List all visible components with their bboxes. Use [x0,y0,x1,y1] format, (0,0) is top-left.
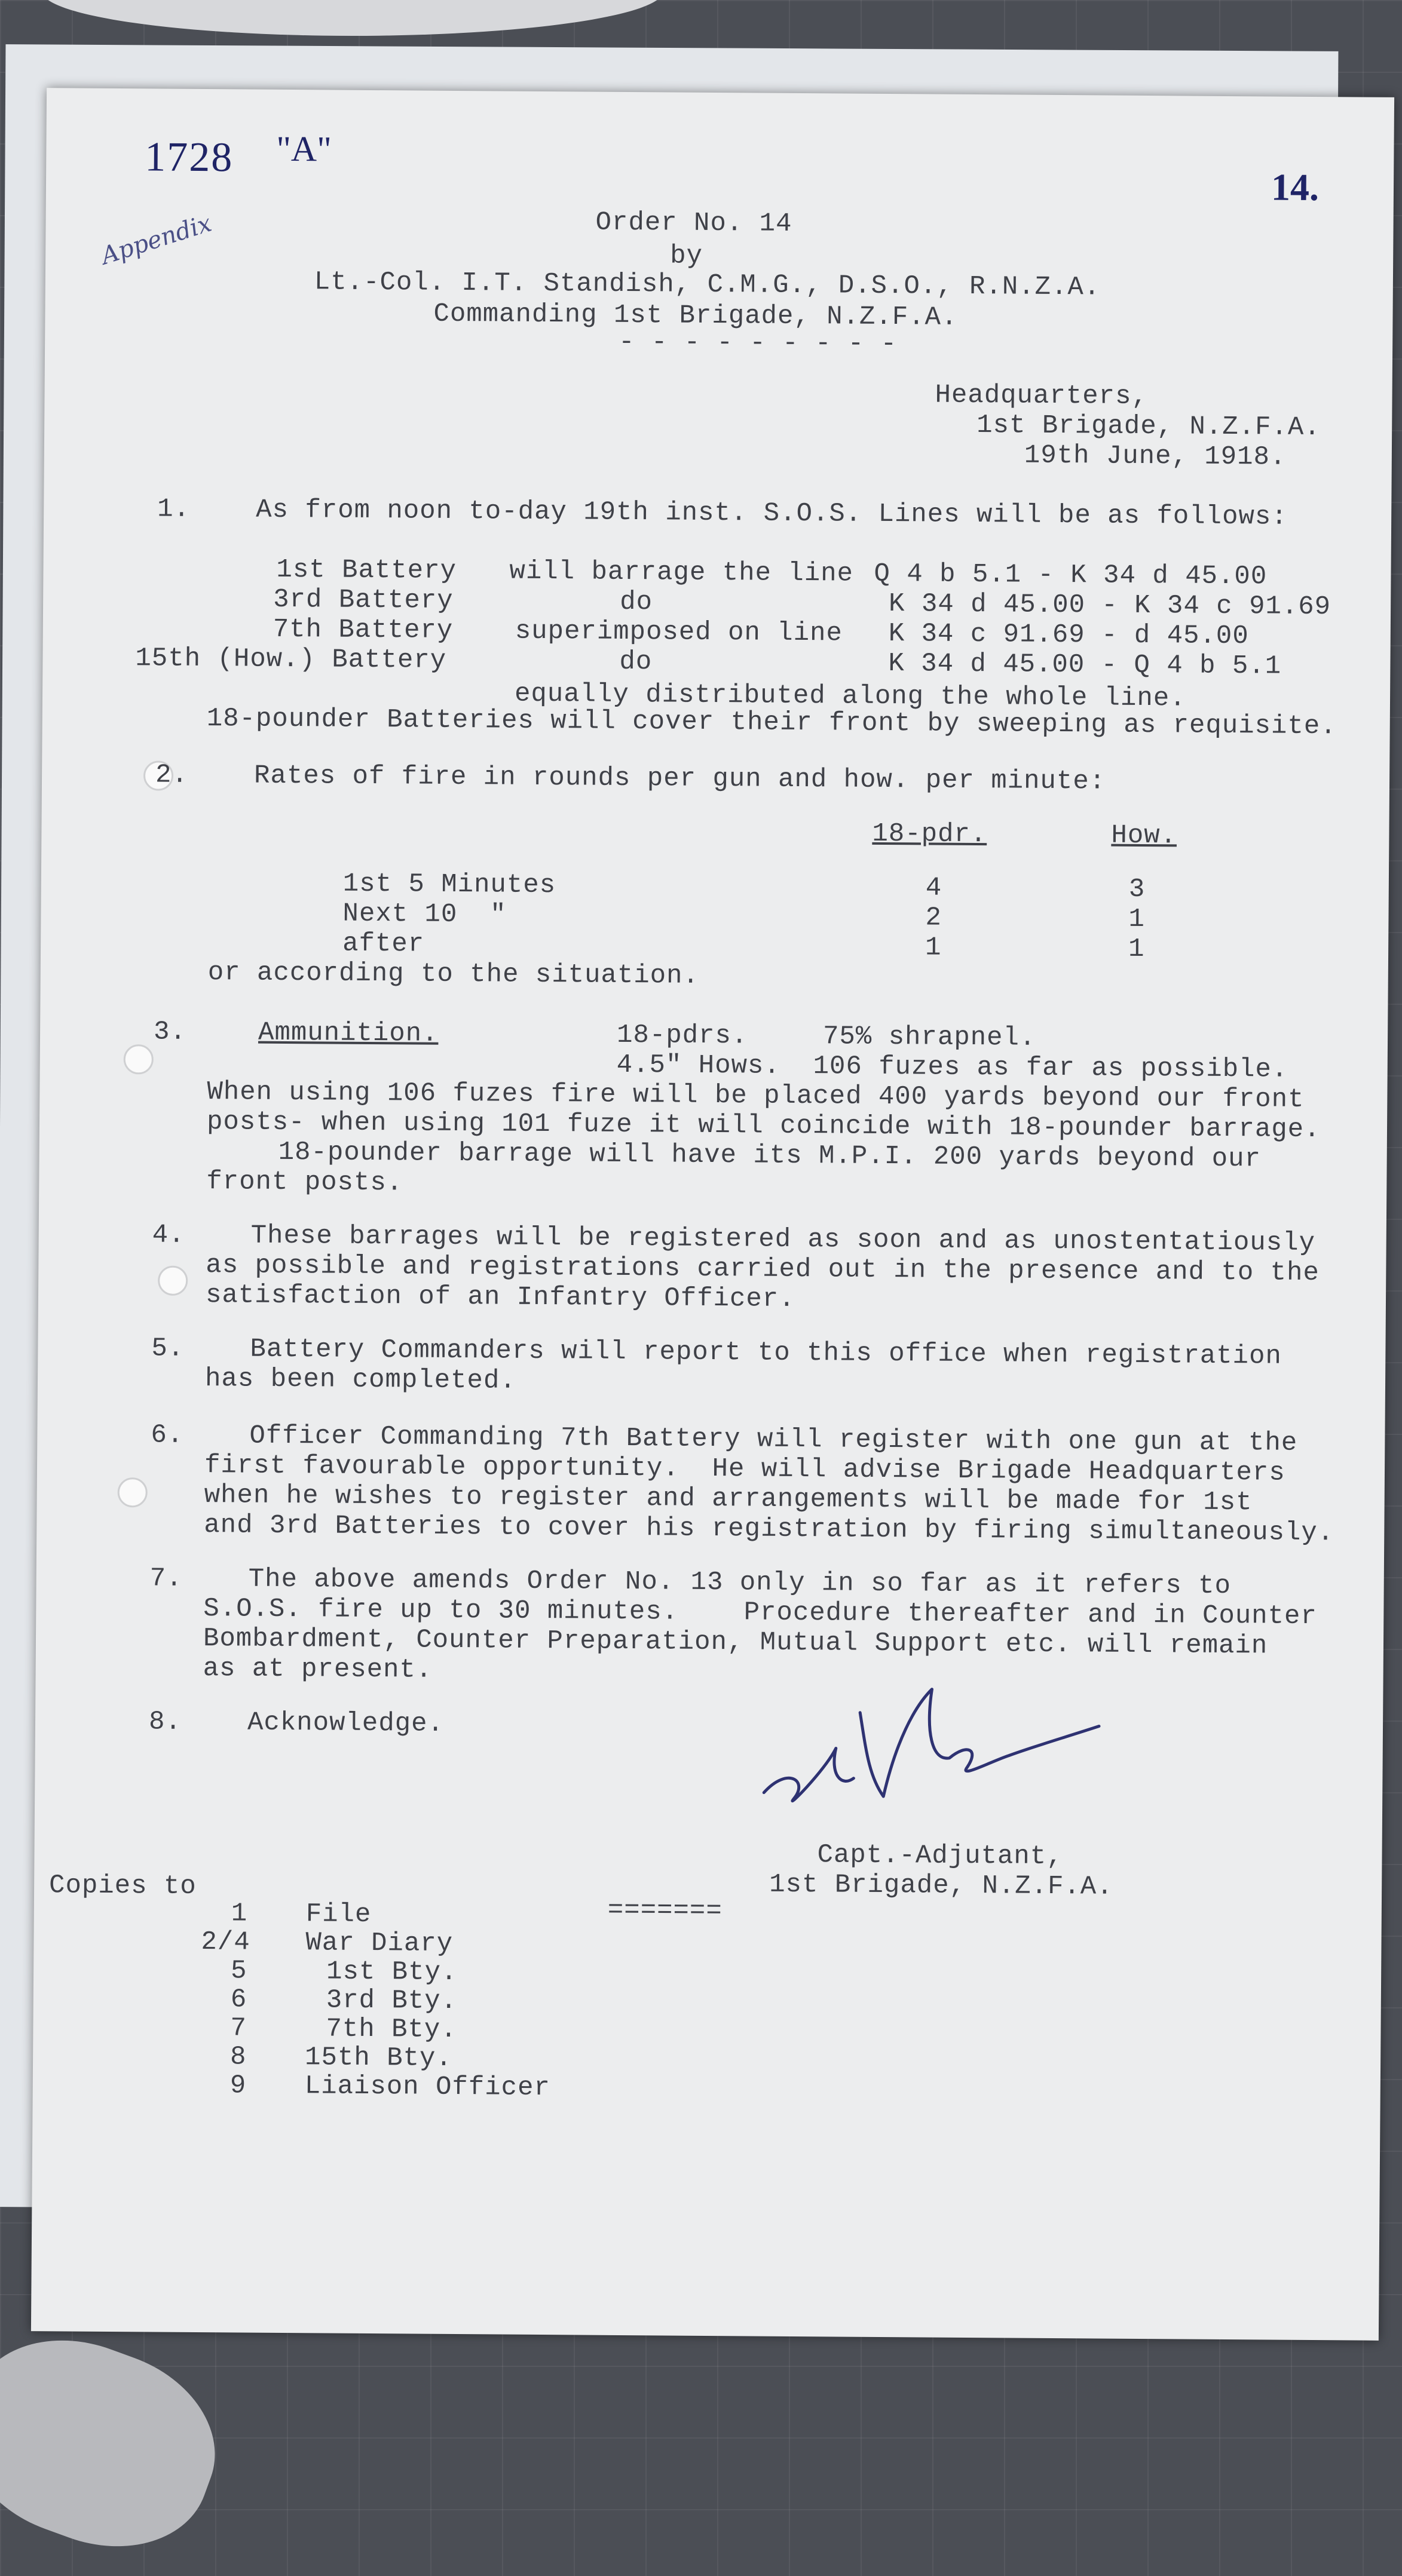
reference-number: 1728 [145,134,234,181]
copy-number: 9 [229,2071,247,2101]
para-1-number: 1. [157,494,191,525]
para-2-text: Rates of fire in rounds per gun and how. per minute: [253,760,1106,797]
sos-row-action: will barrage the line [509,556,854,589]
ammo-shrapnel: 75% shrapnel. [822,1022,1036,1053]
copies-heading: Copies to [48,1870,197,1902]
para-2-after: or according to the situation. [207,958,700,991]
sos-row-line: K 34 d 45.00 - Q 4 b 5.1 [888,649,1282,682]
para-3-line: posts- when using 101 fuze it will coincide with 18-pounder barrage. [206,1107,1321,1145]
para-3-number: 3. [153,1017,187,1047]
sos-row-line: Q 4 b 5.1 - K 34 d 45.00 [874,559,1268,592]
para-5-line: Battery Commanders will report to this office when registration [250,1334,1282,1372]
fire-rate-label: Next 10 " [342,898,507,930]
signatory-title: Capt.-Adjutant, [817,1840,1063,1872]
punch-hole [158,1266,188,1296]
sos-row-unit: 7th Battery [273,614,454,646]
fire-rate-label: 1st 5 Minutes [342,869,556,901]
para-7-line: as at present. [203,1654,433,1685]
copy-number: 6 [230,1985,247,2015]
para-5-line: has been completed. [204,1364,516,1396]
sos-row-line: K 34 c 91.69 - d 45.00 [888,619,1249,652]
reference-suffix: "A" [276,128,332,169]
sos-row-unit: 15th (How.) Battery [135,643,447,676]
copy-number: 7 [230,2013,247,2044]
fabric-cushion [0,2311,240,2576]
header-brigade: 1st Brigade, N.Z.F.A. [976,410,1321,443]
para-3-line: 18-pounder barrage will have its M.P.I. 200 yards beyond our [278,1137,1262,1174]
order-by: by [670,241,703,271]
para-2-number: 2. [155,760,189,790]
header-date: 19th June, 1918. [1024,440,1287,473]
para-6-line: and 3rd Batteries to cover his registration by firing simultaneously. [204,1510,1334,1548]
para-1-text: As from noon to-day 19th inst. S.O.S. Lines will be as follows: [256,495,1288,532]
fire-rate-col-pdr: 18-pdr. [872,818,987,850]
copy-recipient: War Diary [305,1928,454,1959]
para-6-line: when he wishes to register and arrangements will be made for 1st [204,1480,1253,1518]
header-headquarters: Headquarters, [935,380,1149,412]
para-7-line: The above amends Order No. 13 only in so far as it refers to [248,1564,1232,1602]
para-3-line: front posts. [206,1167,403,1198]
copies-divider: ======= [607,1895,723,1927]
para-6-line: Officer Commanding 7th Battery will register with one gun at the [249,1421,1298,1458]
para-1-sweep-note: 18-pounder Batteries will cover their front by sweeping as requisite. [206,704,1337,742]
signature [752,1676,1124,1816]
para-8-number: 8. [148,1707,182,1737]
fire-rate-how: 1 [1128,934,1145,965]
para-4-number: 4. [152,1220,185,1250]
copy-number: 2/4 [201,1927,250,1958]
para-8-text: Acknowledge. [247,1707,445,1739]
copy-recipient: 7th Bty. [326,2014,457,2046]
sos-row-action: do [619,646,653,677]
ammo-18pdr: 18-pdrs. [616,1020,748,1051]
order-document [31,88,1394,2341]
para-7-line: S.O.S. fire up to 30 minutes. Procedure thereafter and in Counter [203,1594,1317,1632]
fire-rate-col-how: How. [1111,820,1177,851]
title-divider: - - - - - - - - - [619,327,898,360]
fabric-cushion [42,0,663,36]
copy-recipient: 1st Bty. [326,1956,458,1988]
copy-recipient: Liaison Officer [304,2071,551,2103]
ammo-hows: 4.5" Hows. 106 fuzes as far as possible. [616,1050,1288,1085]
para-7-line: Bombardment, Counter Preparation, Mutual Support etc. will remain [203,1624,1268,1661]
fire-rate-label: after [342,928,425,959]
order-author: Lt.-Col. I.T. Standish, C.M.G., D.S.O., R.N.Z.A. [314,267,1101,303]
para-4-line: as possible and registrations carried out in the presence and to the [206,1250,1320,1289]
fire-rate-pdr: 2 [925,903,942,933]
para-6-line: first favourable opportunity. He will advise Brigade Headquarters [204,1450,1285,1488]
sos-row-action: superimposed on line [515,616,843,649]
fire-rate-how: 3 [1128,874,1146,905]
copy-number: 8 [229,2042,247,2072]
sos-row-action: do [619,587,653,618]
punch-hole [118,1477,148,1507]
fire-rate-pdr: 1 [925,933,942,963]
para-3-heading: Ammunition. [258,1017,439,1049]
para-3-line: When using 106 fuzes fire will be placed 400 yards beyond our front [207,1077,1305,1115]
copy-recipient: 3rd Bty. [326,1985,458,2017]
margin-note: Appendix [97,209,215,271]
para-7-number: 7. [149,1563,183,1594]
order-command: Commanding 1st Brigade, N.Z.F.A. [433,299,958,333]
para-6-number: 6. [151,1420,184,1450]
signatory-unit: 1st Brigade, N.Z.F.A. [769,1869,1113,1902]
para-4-line: satisfaction of an Infantry Officer. [205,1280,795,1314]
page-number: 14. [1271,165,1320,209]
copy-number: 1 [231,1899,248,1929]
copy-number: 5 [230,1956,247,1986]
sos-row-unit: 3rd Battery [273,584,454,616]
copy-recipient: File [305,1899,372,1930]
sos-row-line: K 34 d 45.00 - K 34 c 91.69 [888,589,1331,622]
para-4-line: These barrages will be registered as soon and as unostentatiously [250,1220,1316,1259]
sos-row-unit: 1st Battery [276,554,457,586]
copy-recipient: 15th Bty. [304,2043,452,2074]
para-5-number: 5. [151,1333,185,1364]
order-title: Order No. 14 [595,207,792,239]
fire-rate-pdr: 4 [925,873,942,903]
punch-hole [124,1044,154,1074]
fire-rate-how: 1 [1128,904,1146,935]
para-1-note: equally distributed along the whole line. [514,679,1186,714]
